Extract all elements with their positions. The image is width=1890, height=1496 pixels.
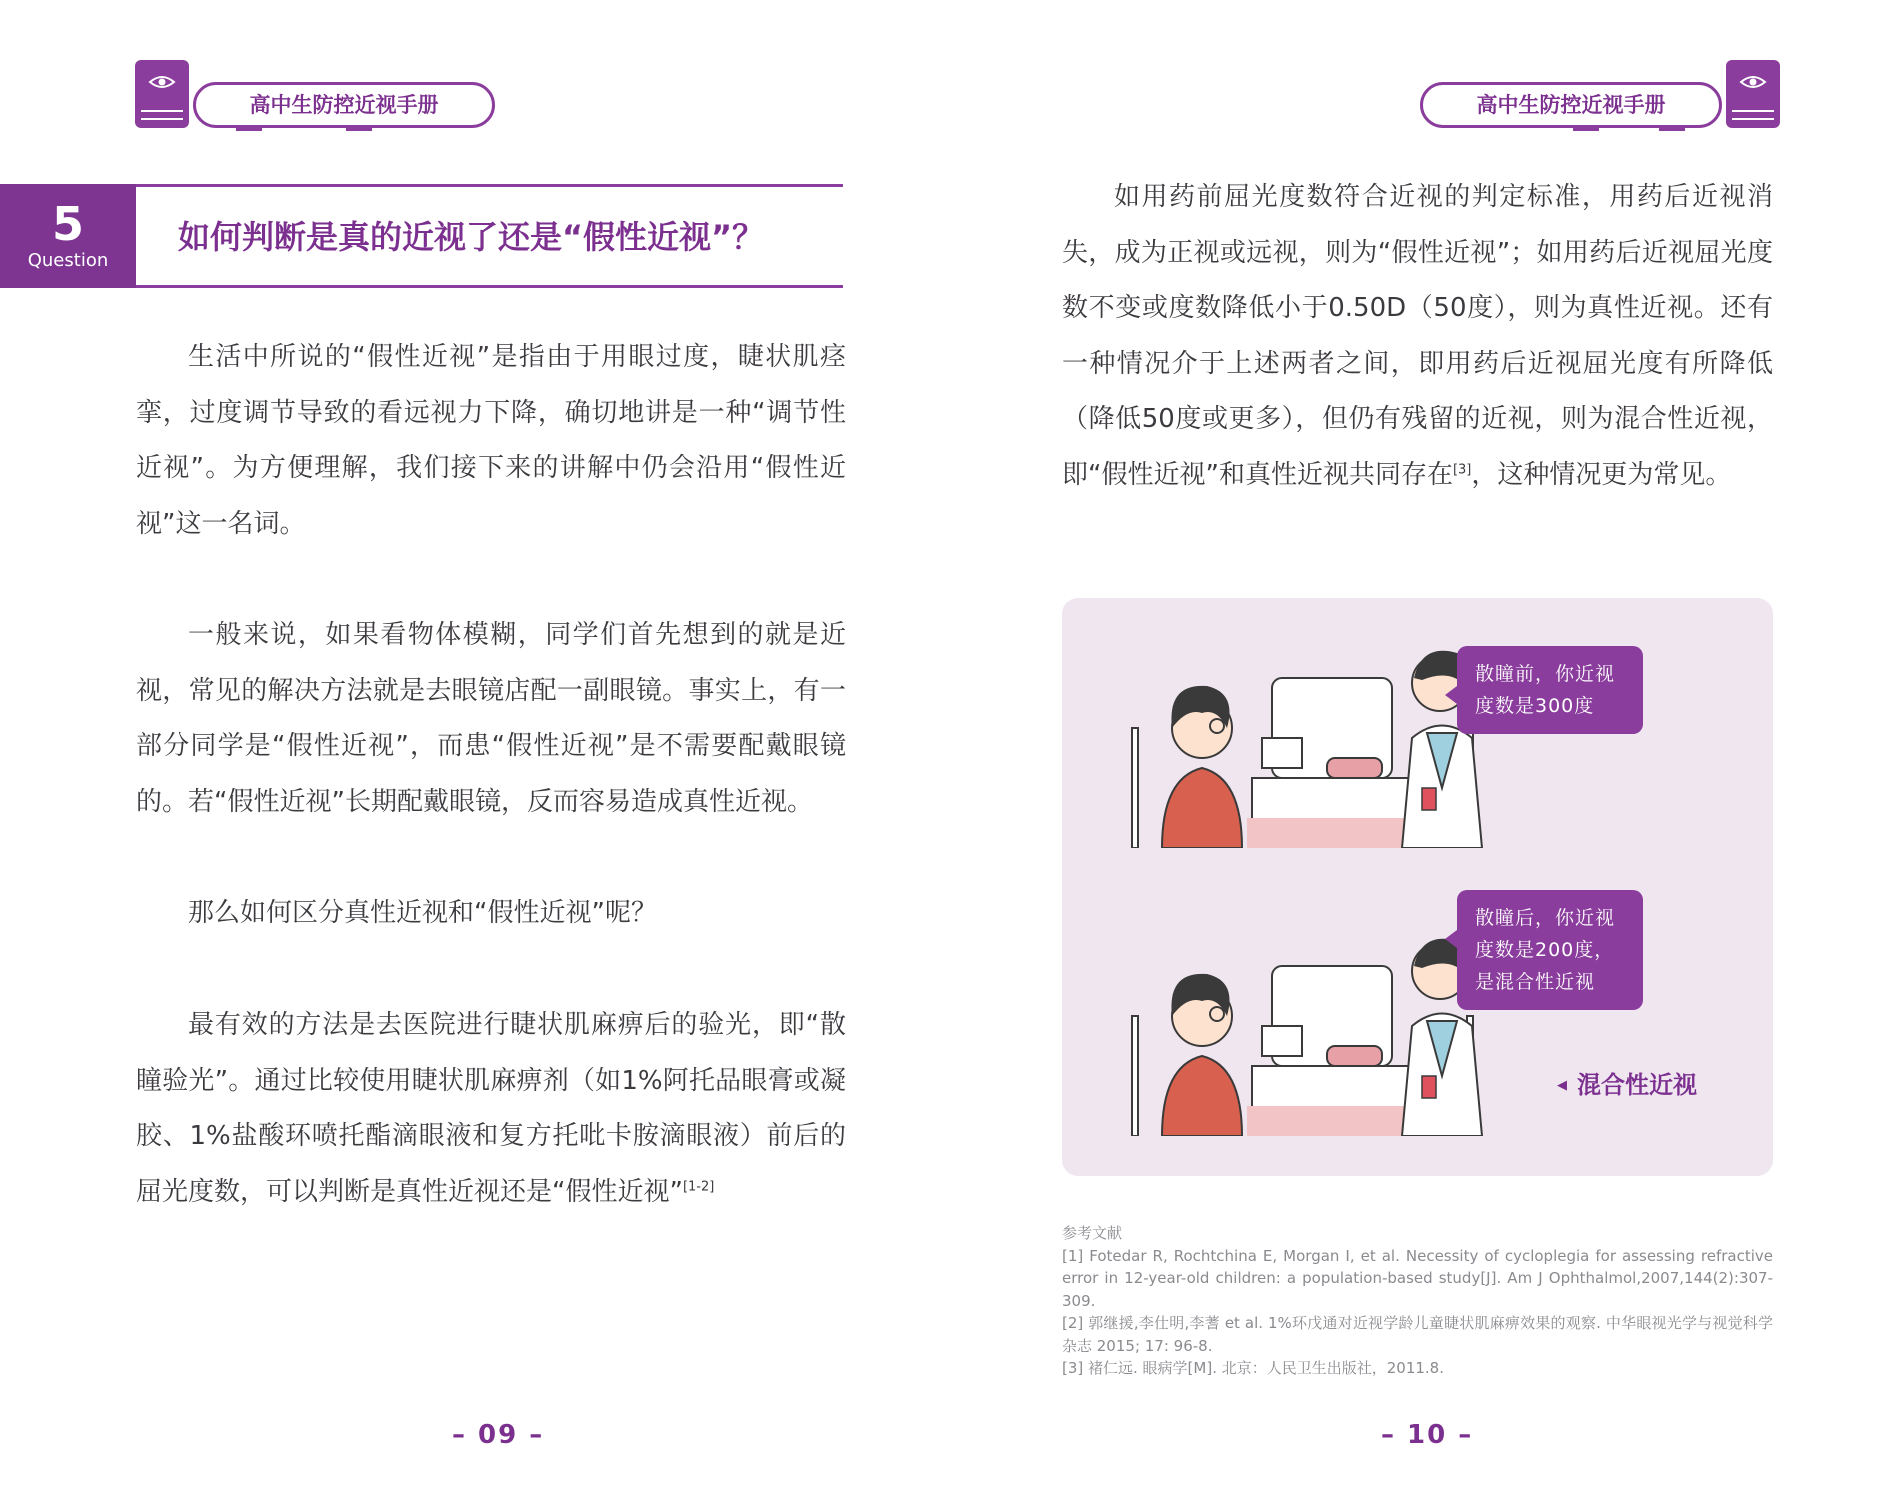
question-label: Question	[27, 250, 109, 271]
eye-icon	[1739, 74, 1767, 90]
page-number: – 09 –	[452, 1420, 545, 1450]
question-badge	[0, 184, 136, 288]
eye-icon	[148, 74, 176, 90]
reference-item: [1] Fotedar R, Rochtchina E, Morgan I, et al. Necessity of cycloplegia for assessing refractive error in 12-year-old children: a population-based study[J]. Am J Ophthalmol,2007,144(2):307-309.	[1062, 1246, 1773, 1310]
header-icon-box	[135, 60, 189, 128]
paragraph-1: 生活中所说的“假性近视”是指由于用眼过度，睫状肌痉挛，过度调节导致的看远视力下降，确切地讲是一种“调节性近视”。为方便理解，我们接下来的讲解中仍会沿用“假性近视”这一名词。	[136, 342, 846, 539]
references-heading: 参考文献	[1062, 1224, 1123, 1242]
references	[1062, 1222, 1773, 1380]
paragraph-4	[136, 998, 846, 1220]
header-dash	[346, 127, 372, 131]
illustration	[1062, 598, 1773, 1176]
header-title-text: 高中生防控近视手册	[1476, 93, 1666, 117]
reference-item: [2] 郭继援,李仕明,李蓍 et al. 1%环戊通对近视学龄儿童睫状肌麻痹效果的观察. 中华眼视光学与视觉科学杂志 2015; 17: 96-8.	[1062, 1314, 1773, 1355]
question-title: 如何判断是真的近视了还是“假性近视”？	[178, 218, 765, 256]
header-dash	[1573, 127, 1599, 131]
pointer-icon: ◀	[1557, 1078, 1567, 1093]
mixed-myopia-label-text: 混合性近视	[1577, 1071, 1697, 1099]
mixed-myopia-label	[1557, 1065, 1697, 1100]
speech-bubble-after: 散瞳后，你近视度数是200度，是混合性近视	[1457, 890, 1643, 1010]
right-page	[945, 0, 1890, 1496]
reference-item: [3] 褚仁远. 眼病学[M]. 北京：人民卫生出版社，2011.8.	[1062, 1359, 1444, 1377]
paragraph-1	[1062, 170, 1773, 503]
paragraph-1-tail: ，这种情况更为常见。	[1471, 459, 1732, 490]
header-dash	[236, 127, 262, 131]
header-tab	[1420, 60, 1780, 128]
citation: [3]	[1452, 461, 1472, 477]
paragraph-1-text: 如用药前屈光度数符合近视的判定标准，用药后近视消失，成为正视或远视，则为“假性近视”；如用药后近视屈光度数不变或度数降低小于0.50D（50度），则为真性近视。还有一种情况介于上述两者之间，即用药后近视屈光度有所降低（降低50度或更多），但仍有残留的近视，则为混合性近视，即“假性近视”和真性近视共同存在	[1062, 182, 1773, 490]
citation: [1-2]	[682, 1178, 715, 1194]
paragraph-3: 那么如何区分真性近视和“假性近视”呢？	[188, 898, 657, 928]
header-title	[193, 82, 495, 128]
title-rule-top	[136, 184, 843, 187]
paragraph-4-text: 最有效的方法是去医院进行睫状肌麻痹后的验光，即“散瞳验光”。通过比较使用睫状肌麻痹剂（如1%阿托品眼膏或凝胶、1%盐酸环喷托酯滴眼液和复方托吡卡胺滴眼液）前后的屈光度数，可以判断是真性近视还是“假性近视”	[136, 1010, 846, 1207]
speech-bubble-before: 散瞳前，你近视度数是300度	[1457, 646, 1643, 734]
header-icon-box	[1726, 60, 1780, 128]
paragraph-2: 一般来说，如果看物体模糊，同学们首先想到的就是近视，常见的解决方法就是去眼镜店配一副眼镜。事实上，有一部分同学是“假性近视”，而患“假性近视”是不需要配戴眼镜的。若“假性近视”长期配戴眼镜，反而容易造成真性近视。	[136, 620, 846, 817]
title-rule-bottom	[136, 285, 843, 288]
page-number: – 10 –	[1381, 1420, 1474, 1450]
question-number: 5	[51, 197, 84, 251]
header-title	[1420, 82, 1722, 128]
header-dash	[1659, 127, 1685, 131]
header-tab	[135, 60, 495, 128]
header-title-text: 高中生防控近视手册	[249, 93, 439, 117]
